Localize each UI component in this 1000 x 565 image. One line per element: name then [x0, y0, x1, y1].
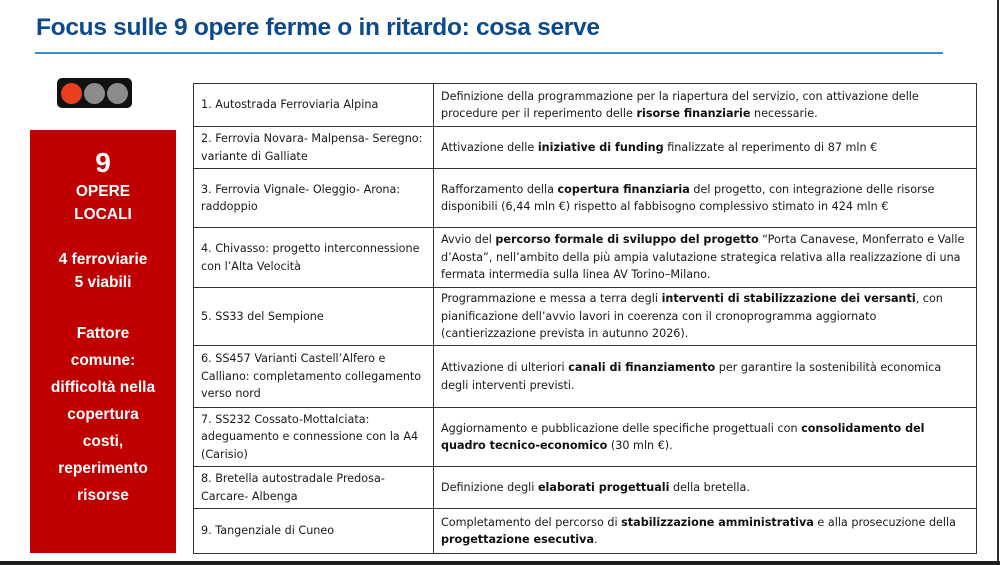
action-highlight: iniziative di funding	[537, 140, 664, 154]
work-name: 6. SS457 Varianti Castell’Alfero e Calliano: completamento collegamento verso nord	[194, 346, 434, 408]
works-table	[193, 83, 977, 554]
page-title: Focus sulle 9 opere ferme o in ritardo: cosa serve	[36, 14, 600, 41]
table-row	[194, 509, 977, 554]
required-action	[434, 228, 977, 288]
action-text: Programmazione e messa a terra degli	[441, 292, 662, 306]
table-row	[194, 228, 977, 288]
summary-label-line1: OPERE	[75, 183, 131, 200]
breakdown-rail: 4 ferroviarie	[58, 251, 148, 268]
action-highlight: percorso formale di sviluppo del progetto	[495, 233, 759, 247]
action-highlight: stabilizzazione amministrativa	[621, 515, 814, 529]
required-action	[434, 169, 977, 228]
action-text: finalizzate al reperimento di 87 mln €	[663, 140, 878, 154]
required-action	[434, 509, 977, 554]
summary-panel	[30, 130, 176, 553]
work-name: 1. Autostrada Ferroviaria Alpina	[194, 84, 434, 127]
required-action	[434, 346, 977, 408]
work-name: 3. Ferrovia Vignale- Oleggio- Arona: raddoppio	[194, 169, 434, 228]
action-text: “Porta Canavese, Monferrato e Valle d’Aosta”, nell’ambito della più ampia valutazione strategica relativa alla realizzazione di una fermata intermedia sulla linea AV Torino–Milano.	[441, 233, 965, 282]
common-factor-line: Fattore	[76, 325, 130, 342]
action-highlight: progettazione esecutiva	[441, 533, 594, 546]
common-factor-line: reperimento	[58, 460, 148, 477]
green-lamp-icon	[107, 83, 128, 104]
action-highlight: risorse finanziarie	[636, 107, 751, 120]
traffic-light-icon	[57, 78, 132, 108]
work-name: 4. Chivasso: progetto interconnessione con l’Alta Velocità	[194, 228, 434, 288]
work-name: 2. Ferrovia Novara- Malpensa- Seregno: variante di Galliate	[194, 127, 434, 169]
action-highlight: copertura finanziaria	[557, 182, 690, 196]
action-text: e alla prosecuzione della	[813, 515, 957, 529]
action-text: , con pianificazione dell’avvio lavori in coerenza con il cronoprogramma aggiornato (cantierizzazione prevista in autunno 2026).	[441, 292, 943, 341]
table-row	[194, 84, 977, 127]
title-underline	[35, 52, 943, 54]
action-highlight: interventi di stabilizzazione dei versanti	[661, 292, 916, 306]
required-action	[434, 467, 977, 509]
required-action	[434, 127, 977, 169]
action-text: Definizione degli	[441, 480, 538, 494]
action-text: .	[594, 533, 598, 546]
summary-label-line2: LOCALI	[74, 206, 132, 223]
action-highlight: consolidamento del quadro tecnico-economico	[441, 421, 925, 452]
action-text: Rafforzamento della	[441, 182, 558, 196]
frame-border-right	[997, 0, 999, 565]
red-lamp-icon	[61, 83, 82, 104]
action-text: Aggiornamento e pubblicazione delle specifiche progettuali con	[441, 421, 802, 435]
amber-lamp-icon	[84, 83, 105, 104]
common-factor-line: risorse	[77, 487, 129, 504]
table-row	[194, 127, 977, 169]
table-row	[194, 169, 977, 228]
common-factor-line: copertura	[67, 406, 139, 423]
action-text: Avvio del	[441, 233, 496, 247]
table-row	[194, 346, 977, 408]
common-factor-line: comune:	[70, 352, 136, 369]
action-text: (30 mln €).	[607, 439, 673, 452]
work-name: 8. Bretella autostradale Predosa- Carcare- Albenga	[194, 467, 434, 509]
required-action	[434, 288, 977, 346]
action-text: Attivazione delle	[441, 140, 538, 154]
action-text: della bretella.	[669, 480, 750, 494]
action-text: per garantire la sostenibilità economica degli interventi previsti.	[441, 361, 942, 392]
works-count: 9	[95, 147, 111, 178]
common-factor-line: difficoltà nella	[50, 379, 156, 396]
action-text: del progetto, con integrazione delle risorse disponibili (6,44 mln €) rispetto al fabbisogno complessivo stimato in 424 mln €	[441, 182, 935, 213]
action-text: Definizione della programmazione per la riapertura del servizio, con attivazione delle procedure per il reperimento delle	[441, 89, 919, 120]
action-highlight: canali di finanziamento	[568, 361, 716, 374]
breakdown-road: 5 viabili	[74, 274, 132, 291]
required-action	[434, 84, 977, 127]
action-text: necessarie.	[750, 107, 818, 120]
required-action	[434, 408, 977, 467]
table-row	[194, 467, 977, 509]
action-highlight: elaborati progettuali	[537, 480, 670, 494]
frame-border-bottom	[0, 561, 1000, 565]
action-text: Attivazione di ulteriori	[441, 361, 569, 374]
common-factor-line: costi,	[82, 433, 124, 450]
table-row	[194, 408, 977, 467]
action-text: Completamento del percorso di	[441, 515, 622, 529]
work-name: 5. SS33 del Sempione	[194, 288, 434, 346]
table-row	[194, 288, 977, 346]
work-name: 9. Tangenziale di Cuneo	[194, 509, 434, 554]
work-name: 7. SS232 Cossato-Mottalciata: adeguamento e connessione con la A4 (Carisio)	[194, 408, 434, 467]
